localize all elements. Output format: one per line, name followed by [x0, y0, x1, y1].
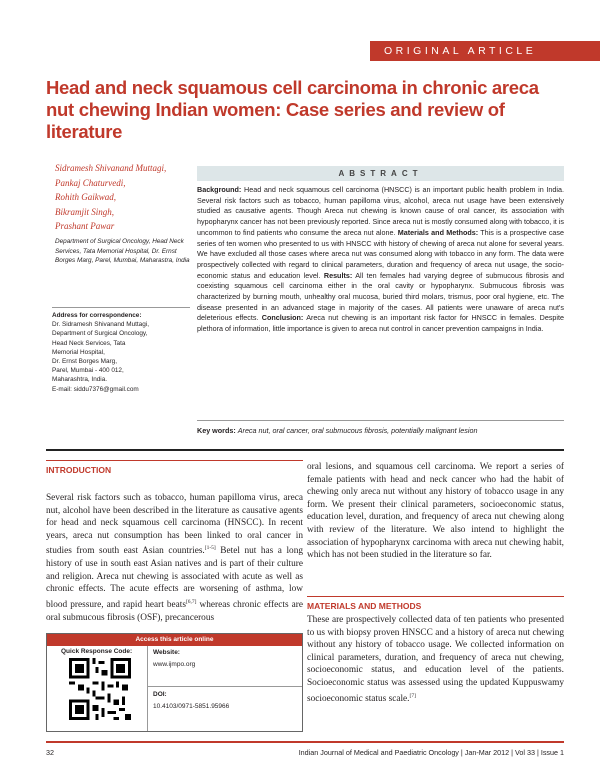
citation[interactable]: [7]: [409, 692, 416, 699]
author-name: Sidramesh Shivanand Muttagi,: [55, 163, 167, 173]
doi-label: DOI:: [153, 691, 167, 698]
keywords-value: Areca nut, oral cancer, oral submucous fibrosis, potentially malignant lesion: [237, 426, 478, 435]
correspondence-line: Parel, Mumbai - 400 012,: [52, 367, 124, 375]
page-number: 32: [46, 748, 54, 757]
qr-code-icon[interactable]: [69, 658, 131, 720]
correspondence-line: Department of Surgical Oncology,: [52, 330, 148, 338]
author-name: Bikramjit Singh,: [55, 206, 114, 217]
correspondence-line: Dr. Ernst Borges Marg,: [52, 358, 117, 366]
correspondence-line: Memorial Hospital,: [52, 348, 105, 356]
correspondence-line: Head Neck Services, Tata: [52, 339, 126, 347]
intro-text-a: Several risk factors such as tobacco, human papilloma virus, areca nut, alcohol have been described in the literature as causative agents for head and neck squamous cell carcinoma (HNSCC). In recent years, areca nut consumption has been linked to oral cancer in studies from south east Asian countries.: [46, 493, 303, 557]
intro-text-b: Betel nut has a long history of use in south east Asian natives and is part of their culture and religion. Areca nut chewing is associated with acute as well as chronic effects. The acute effects are worsening of asthma, low blood pressure, and rapid heart beats: [46, 546, 303, 610]
abstract-methods: This is a prospective case series of ten women who presented to us with HNSCC with history of chewing of areca nut alone for several years. We have excluded all those cases where areca nut was consumed along with tobacco in any form. The data were prospectively collected with regard to clinical parameters, duration and frequency of areca nut usage, the socio-economic status and education level.: [197, 227, 564, 280]
methods-heading: MATERIALS AND METHODS: [307, 596, 564, 611]
correspondence-heading: Address for correspondence:: [52, 312, 142, 319]
introduction-heading: INTRODUCTION: [46, 460, 303, 475]
author-name: Pankaj Chaturvedi,: [55, 177, 126, 188]
keywords-label: Key words:: [197, 426, 236, 435]
abstract-background: Head and neck squamous cell carcinoma (HNSCC) is an important public health problem in India. Several risk factors such as tobacco, human papilloma virus, alcohol, areca nut usage have been extensively studied as causative agents. Though Areca nut chewing is known cause of oral cancer, its association with hypopharynx cancer has not been previously reported. Since areca nut is mostly consumed along with tobacco, it is uncommon to find patients who consume the areca nut alone.: [197, 185, 564, 237]
access-online-box: [46, 633, 303, 732]
abstract-conclusion-label: Conclusion:: [261, 313, 304, 323]
methods-text: These are prospectively collected data of ten patients who presented to us with biopsy proven HNSCC and a history of areca nut chewing without any history of tobacco usage. We collected information on clinical parameters, duration, and frequency of areca nut chewing, socioeconomic status, and education level of the patients. Socioeconomic status was assessed using the updated Kuppuswamy socioeconomic status scale.: [307, 615, 564, 704]
keywords: [197, 420, 564, 437]
box-divider: [147, 686, 302, 687]
intro-text-c: whereas chronic effects are oral submucous fibrosis (OSF), precancerous: [46, 599, 303, 623]
introduction-paragraph: [46, 492, 303, 624]
journal-info: Indian Journal of Medical and Paediatric Oncology | Jan-Mar 2012 | Vol 33 | Issue 1: [298, 748, 564, 757]
qr-label: Quick Response Code:: [61, 648, 133, 655]
abstract-body: [197, 185, 564, 335]
abstract-results: All ten females had varying degree of submucous fibrosis and coexisting squamous cell carcinoma either in the oral cavity or hypopharynx. Submucous fibrosis was characterized by burning mouth, unhealthy oral mucosa, buried third molars, trismus, poor oral hygiene, etc. The disease presented in an advanced stage in majority of the cases. All patients were unaware of areca nut's deleterious effects.: [197, 270, 564, 323]
introduction-column-2: [307, 461, 564, 562]
abstract-heading: ABSTRACT: [197, 166, 564, 181]
abstract-methods-label: Materials and Methods:: [397, 227, 479, 237]
abstract-conclusion: Areca nut chewing is an important risk factor for HNSCC in females. Despite plethora of information, little importance is given to areca nut control in cancer prevention campaigns in India.: [197, 313, 564, 334]
box-divider: [147, 646, 148, 731]
abstract-background-label: Background:: [197, 185, 242, 194]
article-type-banner: ORIGINAL ARTICLE: [370, 41, 600, 61]
footer-rule: [46, 741, 564, 743]
access-header: Access this article online: [47, 634, 302, 646]
author-list: [55, 161, 185, 234]
website-link[interactable]: www.ijmpo.org: [153, 661, 196, 668]
citation[interactable]: [1-5]: [204, 545, 216, 552]
website-label: Website:: [153, 649, 180, 656]
section-divider: [46, 449, 564, 451]
author-name: Rohith Gaikwad,: [55, 192, 116, 202]
correspondence-line: Dr. Sidramesh Shivanand Muttagi,: [52, 321, 149, 329]
methods-column: [307, 614, 564, 705]
introduction-column-1: [46, 492, 303, 624]
methods-paragraph: [307, 614, 564, 705]
author-name: Prashant Pawar: [55, 221, 115, 231]
correspondence-block: [52, 307, 190, 394]
introduction-paragraph-continued: oral lesions, and squamous cell carcinoma. We report a series of female patients with head and neck cancer who had the habit of chewing only areca nut without any history of tobacco usage in any form. We present their clinical parameters, socioeconomic status, education level, duration, and frequency of areca nut chewing along with review of the literature. We also intend to highlight the association of hypopharynx carcinoma with areca nut chewing habit, which has not been studied in the literature so far.: [307, 462, 564, 561]
correspondence-email[interactable]: E-mail: siddu7376@gmail.com: [52, 385, 139, 393]
affiliation: Department of Surgical Oncology, Head Neck Services, Tata Memorial Hospital, Dr. Ernst Borges Marg, Parel, Mumbai, Maharastra, India: [55, 238, 190, 265]
citation[interactable]: [6,7]: [185, 598, 197, 605]
article-title: Head and neck squamous cell carcinoma in chronic areca nut chewing Indian women: Case series and review of literature: [46, 77, 539, 142]
correspondence-line: Maharashtra, India.: [52, 376, 108, 384]
abstract-results-label: Results:: [323, 270, 353, 280]
doi-link[interactable]: 10.4103/0971-5851.95966: [153, 703, 230, 710]
